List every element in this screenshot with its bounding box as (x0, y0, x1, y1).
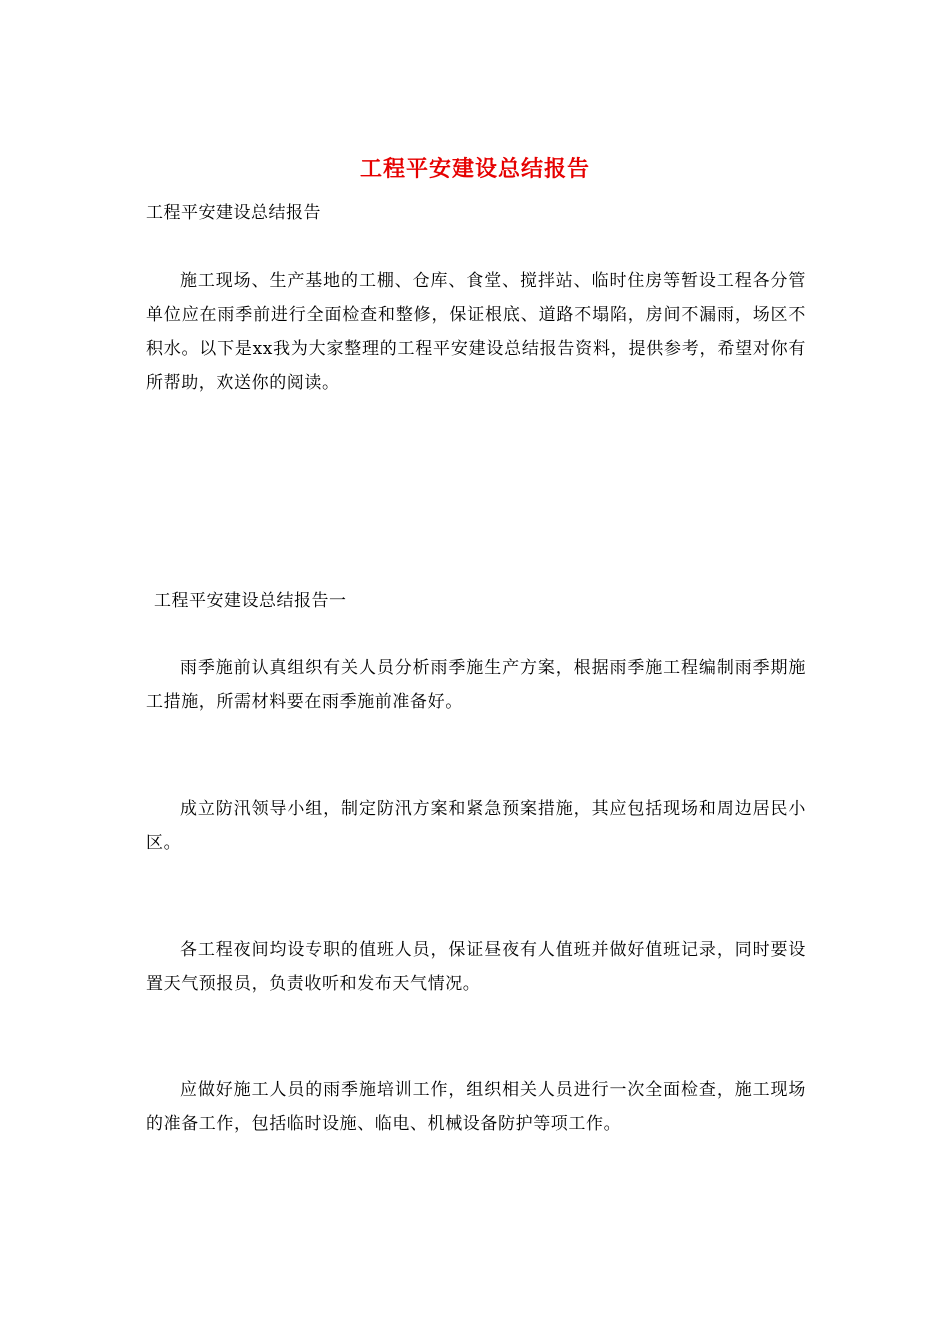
body-paragraph-4: 应做好施工人员的雨季施培训工作，组织相关人员进行一次全面检查，施工现场的准备工作，包括临时设施、临电、机械设备防护等项工作。 (146, 1080, 806, 1134)
body-paragraph-1: 雨季施前认真组织有关人员分析雨季施生产方案，根据雨季施工程编制雨季期施工措施，所需材料要在雨季施前准备好。 (146, 658, 806, 712)
intro-paragraph: 施工现场、生产基地的工棚、仓库、食堂、搅拌站、临时住房等暂设工程各分管单位应在雨季前进行全面检查和整修，保证根底、道路不塌陷，房间不漏雨，场区不积水。以下是xx我为大家整理的工程平安建设总结报告资料，提供参考，希望对你有所帮助，欢送你的阅读。 (146, 271, 806, 393)
document-subtitle: 工程平安建设总结报告 (146, 203, 321, 223)
body-paragraph-2: 成立防汛领导小组，制定防汛方案和紧急预案措施，其应包括现场和周边居民小区。 (146, 799, 806, 853)
document-title: 工程平安建设总结报告 (359, 156, 590, 182)
body-paragraph-3: 各工程夜间均设专职的值班人员，保证昼夜有人值班并做好值班记录，同时要设置天气预报员，负责收听和发布天气情况。 (146, 940, 806, 994)
section-heading: 工程平安建设总结报告一 (154, 591, 347, 611)
